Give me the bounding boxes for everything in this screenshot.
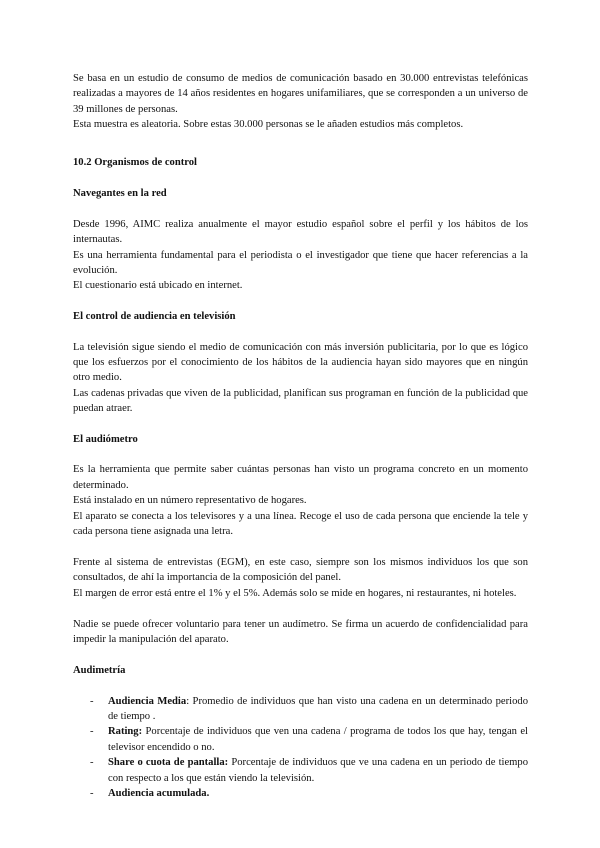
term: Audiencia Media: [108, 695, 187, 707]
control-tv-paragraph-1: La televisión sigue siendo el medio de comunicación con más inversión publicitaria, por lo que es lógico que los esfuerzos por el conocimiento de los hábitos de la audiencia hayan sido mayores que en ningún otro medio.: [73, 341, 528, 384]
definition: : Promedio de individuos que han visto una cadena en un determinado periodo de tiempo .: [108, 695, 528, 722]
definition: Porcentaje de individuos que ve una cadena en un periodo de tiempo con respecto a los que están viendo la televisión.: [108, 757, 528, 784]
navegantes-paragraph-1: Desde 1996, AIMC realiza anualmente el mayor estudio español sobre el perfil y los hábitos de los internautas.: [73, 218, 528, 246]
audiometro-heading: El audiómetro: [73, 433, 138, 445]
document-page: [73, 71, 528, 801]
audiometro-paragraph-5: El margen de error está entre el 1% y el 5%. Además solo se mide en hogares, ni restaurantes, ni hoteles.: [73, 587, 517, 599]
audiometro-paragraph-2: Está instalado en un número representativo de hogares.: [73, 495, 307, 507]
control-tv-heading: El control de audiencia en televisión: [73, 310, 236, 322]
audiometro-paragraph-3: El aparato se conecta a los televisores y a una línea. Recoge el uso de cada persona que enciende la tele y cada persona tiene asignada una letra.: [73, 510, 528, 538]
control-tv-paragraph-2: Las cadenas privadas que viven de la publicidad, planifican sus programan en función de la publicidad que puedan atraer.: [73, 387, 528, 415]
audiometro-paragraph-4: Frente al sistema de entrevistas (EGM), en este caso, siempre son los mismos individuos los que son consultados, de ahí la importancia de la composición del panel.: [73, 556, 528, 584]
term: Share o cuota de pantalla:: [108, 757, 229, 769]
term: Rating:: [108, 726, 143, 738]
term: Audiencia acumulada.: [108, 787, 210, 799]
audimetria-heading: Audimetría: [73, 664, 126, 676]
bullet-dash: -: [90, 787, 94, 799]
list-item: [73, 724, 528, 755]
navegantes-paragraph-2: Es una herramienta fundamental para el periodista o el investigador que tiene que hacer referencias a la evolución.: [73, 249, 528, 277]
audiometro-paragraph-6: Nadie se puede ofrecer voluntario para tener un audímetro. Se firma un acuerdo de confidencialidad para impedir la manipulación del aparato.: [73, 618, 528, 645]
section-title: 10.2 Organismos de control: [73, 156, 197, 168]
list-item: [73, 755, 528, 786]
navegantes-heading: Navegantes en la red: [73, 188, 167, 200]
bullet-dash: -: [90, 695, 94, 707]
audimetria-list: [73, 694, 528, 802]
list-item: [73, 786, 528, 801]
navegantes-paragraph-3: El cuestionario está ubicado en internet.: [73, 280, 243, 292]
audiometro-paragraph-1: Es la herramienta que permite saber cuántas personas han visto un programa concreto en un momento determinado.: [73, 464, 528, 491]
bullet-dash: -: [90, 757, 94, 769]
definition: Porcentaje de individuos que ven una cadena / programa de todos los que hay, tengan el televisor encendido o no.: [108, 726, 528, 753]
intro-paragraph-2: Esta muestra es aleatoria. Sobre estas 30.000 personas se le añaden estudios más completos.: [73, 119, 464, 131]
list-item: [73, 694, 528, 725]
intro-paragraph-1: Se basa en un estudio de consumo de medios de comunicación basado en 30.000 entrevistas telefónicas realizadas a mayores de 14 años residentes en hogares unifamiliares, que se corresponden a un universo de 39 millones de personas.: [73, 73, 528, 115]
bullet-dash: -: [90, 726, 94, 738]
